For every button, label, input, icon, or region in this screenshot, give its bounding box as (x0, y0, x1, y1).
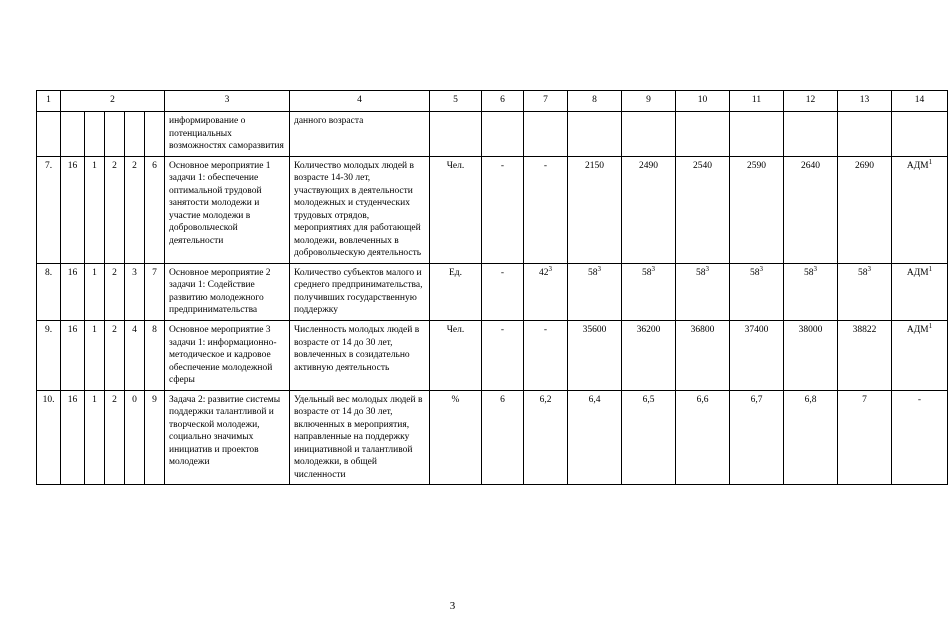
code-1 (61, 112, 85, 157)
col-header-13: 13 (838, 91, 892, 112)
code-2: 1 (85, 320, 105, 390)
col-header-6: 6 (482, 91, 524, 112)
code-5: 7 (145, 263, 165, 320)
value-6 (482, 112, 524, 157)
table-row (37, 320, 948, 390)
value-8 (568, 263, 622, 320)
value-13-number: 58 (858, 267, 868, 278)
code-1: 16 (61, 263, 85, 320)
unit (430, 112, 482, 157)
value-12: 38000 (784, 320, 838, 390)
unit: % (430, 390, 482, 485)
value-10 (676, 112, 730, 157)
indicators-table (36, 90, 948, 485)
value-10: 36800 (676, 320, 730, 390)
value-13: 2690 (838, 156, 892, 263)
code-3: 2 (105, 263, 125, 320)
value-11: 2590 (730, 156, 784, 263)
executor-code: АДМ (906, 267, 929, 278)
value-8: 35600 (568, 320, 622, 390)
code-4: 3 (125, 263, 145, 320)
code-4: 0 (125, 390, 145, 485)
row-number: 7. (37, 156, 61, 263)
indicator-name: Численность молодых людей в возрасте от 14 до 30 лет, вовлеченных в созидательно активную деятельность (290, 320, 430, 390)
col-header-3: 3 (165, 91, 290, 112)
value-7: - (524, 156, 568, 263)
code-2: 1 (85, 263, 105, 320)
value-6: 6 (482, 390, 524, 485)
code-1: 16 (61, 156, 85, 263)
footnote-marker: 3 (651, 264, 655, 273)
measure-name: Основное мероприятие 1 задачи 1: обеспечение оптимальной трудовой занятости молодежи и участие молодежи в добровольческой деятельности (165, 156, 290, 263)
value-7: 6,2 (524, 390, 568, 485)
table-row (37, 156, 948, 263)
col-header-11: 11 (730, 91, 784, 112)
col-header-9: 9 (622, 91, 676, 112)
executor-code: АДМ (906, 160, 929, 171)
value-10: 2540 (676, 156, 730, 263)
col-header-7: 7 (524, 91, 568, 112)
value-6: - (482, 156, 524, 263)
code-3 (105, 112, 125, 157)
value-6: - (482, 263, 524, 320)
code-3: 2 (105, 390, 125, 485)
measure-name: Основное мероприятие 3 задачи 1: информационно-методическое и кадровое обеспечение молодежной сферы (165, 320, 290, 390)
value-9-number: 58 (642, 267, 652, 278)
code-3: 2 (105, 320, 125, 390)
measure-name: Задача 2: развитие системы поддержки талантливой и творческой молодежи, социально значимых инициатив и проектов молодежи (165, 390, 290, 485)
value-14 (892, 320, 948, 390)
page-number: 3 (449, 600, 456, 612)
value-8: 2150 (568, 156, 622, 263)
table-row (37, 390, 948, 485)
footnote-marker: 3 (548, 264, 552, 273)
indicator-name: данного возраста (290, 112, 430, 157)
value-7: - (524, 320, 568, 390)
value-8: 6,4 (568, 390, 622, 485)
code-5 (145, 112, 165, 157)
unit: Чел. (430, 320, 482, 390)
measure-name: информирование о потенциальных возможностях саморазвития (165, 112, 290, 157)
unit: Ед. (430, 263, 482, 320)
footnote-marker: 1 (928, 321, 933, 330)
col-header-10: 10 (676, 91, 730, 112)
value-9: 36200 (622, 320, 676, 390)
code-2: 1 (85, 156, 105, 263)
value-9: 6,5 (622, 390, 676, 485)
value-11-number: 58 (750, 267, 760, 278)
value-13 (838, 112, 892, 157)
value-13: 38822 (838, 320, 892, 390)
value-12: 6,8 (784, 390, 838, 485)
value-6: - (482, 320, 524, 390)
code-2: 1 (85, 390, 105, 485)
value-10: 6,6 (676, 390, 730, 485)
table-row-continued (37, 112, 948, 157)
value-12 (784, 112, 838, 157)
table-header-row (37, 91, 948, 112)
row-number: 10. (37, 390, 61, 485)
table-row (37, 263, 948, 320)
value-14 (892, 263, 948, 320)
footnote-marker: 3 (759, 264, 763, 273)
value-11: 6,7 (730, 390, 784, 485)
code-1: 16 (61, 320, 85, 390)
value-7 (524, 263, 568, 320)
col-header-12: 12 (784, 91, 838, 112)
code-5: 9 (145, 390, 165, 485)
col-header-14: 14 (892, 91, 948, 112)
value-7-number: 42 (539, 267, 549, 278)
footnote-marker: 3 (867, 264, 871, 273)
footnote-marker: 1 (928, 264, 933, 273)
value-14: - (892, 390, 948, 485)
value-9 (622, 263, 676, 320)
footnote-marker: 3 (813, 264, 817, 273)
code-4: 2 (125, 156, 145, 263)
value-11 (730, 263, 784, 320)
footnote-marker: 1 (928, 157, 933, 166)
code-3: 2 (105, 156, 125, 263)
code-1: 16 (61, 390, 85, 485)
value-9: 2490 (622, 156, 676, 263)
col-header-8: 8 (568, 91, 622, 112)
col-header-2: 2 (61, 91, 165, 112)
value-9 (622, 112, 676, 157)
value-14 (892, 112, 948, 157)
col-header-4: 4 (290, 91, 430, 112)
col-header-5: 5 (430, 91, 482, 112)
code-5: 6 (145, 156, 165, 263)
value-14 (892, 156, 948, 263)
unit: Чел. (430, 156, 482, 263)
code-4: 4 (125, 320, 145, 390)
value-10-number: 58 (696, 267, 706, 278)
value-13 (838, 263, 892, 320)
footnote-marker: 3 (597, 264, 601, 273)
indicator-name: Количество молодых людей в возрасте 14-30 лет, участвующих в деятельности молодежных и студенческих трудовых отрядов, мероприятиях для работающей молодежи, вовлеченных в добровольческую деятельность (290, 156, 430, 263)
col-header-1: 1 (37, 91, 61, 112)
value-11 (730, 112, 784, 157)
value-8-number: 58 (588, 267, 598, 278)
row-number: 9. (37, 320, 61, 390)
value-13: 7 (838, 390, 892, 485)
code-4 (125, 112, 145, 157)
executor-code: АДМ (906, 324, 929, 335)
measure-name: Основное мероприятие 2 задачи 1: Содействие развитию молодежного предпринимательства (165, 263, 290, 320)
footnote-marker: 3 (705, 264, 709, 273)
row-number (37, 112, 61, 157)
value-8 (568, 112, 622, 157)
value-10 (676, 263, 730, 320)
value-12 (784, 263, 838, 320)
indicator-name: Количество субъектов малого и среднего предпринимательства, получивших государственную поддержку (290, 263, 430, 320)
row-number: 8. (37, 263, 61, 320)
indicator-name: Удельный вес молодых людей в возрасте от 14 до 30 лет, включенных в мероприятия, направленные на поддержку инициативной и талантливой молодежки, в общей численности (290, 390, 430, 485)
code-5: 8 (145, 320, 165, 390)
value-12-number: 58 (804, 267, 814, 278)
value-11: 37400 (730, 320, 784, 390)
value-12: 2640 (784, 156, 838, 263)
value-7 (524, 112, 568, 157)
code-2 (85, 112, 105, 157)
